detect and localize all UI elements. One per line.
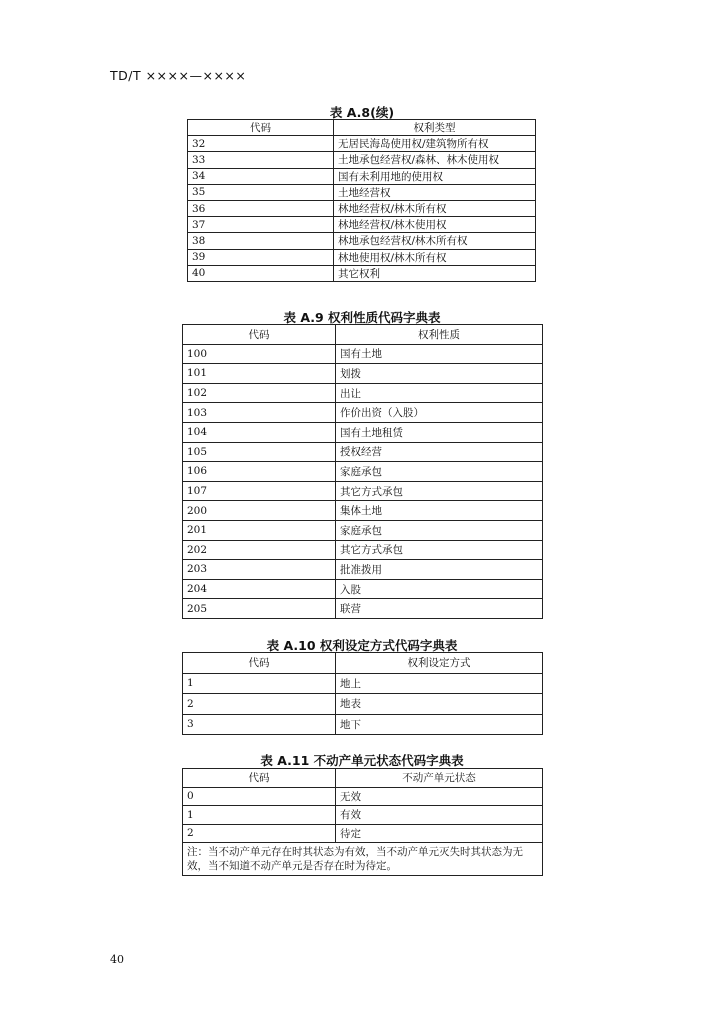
table-row — [188, 136, 536, 152]
table-a11-caption: 表 A.11 不动产单元状态代码字典表 — [260, 753, 464, 768]
table-row — [183, 344, 543, 364]
name-cell: 其它方式承包 — [336, 540, 543, 560]
table-row — [183, 540, 543, 560]
table-row — [183, 579, 543, 599]
code-cell: 3 — [183, 714, 336, 735]
table-row — [183, 806, 543, 825]
code-cell: 33 — [188, 152, 334, 168]
name-cell: 有效 — [336, 806, 543, 825]
name-cell: 集体土地 — [336, 501, 543, 521]
table-row — [183, 599, 543, 619]
table-row — [183, 520, 543, 540]
document-header: TD/T ××××—×××× — [110, 68, 247, 83]
code-cell: 35 — [188, 184, 334, 200]
name-cell: 批准拨用 — [336, 560, 543, 580]
column-header-right-type: 权利类型 — [334, 120, 536, 136]
table-row — [188, 233, 536, 249]
table-a8-caption: 表 A.8(续) — [329, 105, 395, 120]
code-cell: 34 — [188, 168, 334, 184]
code-cell: 36 — [188, 200, 334, 216]
code-cell: 32 — [188, 136, 334, 152]
column-header-right-nature: 权利性质 — [336, 325, 543, 345]
table-row — [188, 152, 536, 168]
name-cell: 入股 — [336, 579, 543, 599]
name-cell: 其它权利 — [334, 265, 536, 281]
code-cell: 103 — [183, 403, 336, 423]
code-cell: 38 — [188, 233, 334, 249]
code-cell: 40 — [188, 265, 334, 281]
name-cell: 联营 — [336, 599, 543, 619]
name-cell: 国有未利用地的使用权 — [334, 168, 536, 184]
table-row — [183, 422, 543, 442]
table-note-row — [183, 843, 543, 876]
name-cell: 地表 — [336, 694, 543, 715]
code-cell: 37 — [188, 217, 334, 233]
table-row — [183, 442, 543, 462]
name-cell: 林地使用权/林木所有权 — [334, 249, 536, 265]
table-row — [183, 714, 543, 735]
table-row — [183, 403, 543, 423]
name-cell: 无效 — [336, 787, 543, 806]
table-row — [188, 184, 536, 200]
table-row — [183, 364, 543, 384]
table-row — [183, 560, 543, 580]
name-cell: 林地经营权/林木使用权 — [334, 217, 536, 233]
code-cell: 0 — [183, 787, 336, 806]
column-header-code: 代码 — [183, 769, 336, 788]
column-header-unit-status: 不动产单元状态 — [336, 769, 543, 788]
table-a9-caption: 表 A.9 权利性质代码字典表 — [283, 310, 441, 325]
name-cell: 授权经营 — [336, 442, 543, 462]
name-cell: 其它方式承包 — [336, 481, 543, 501]
table-row — [188, 168, 536, 184]
name-cell: 无居民海岛使用权/建筑物所有权 — [334, 136, 536, 152]
name-cell: 划拨 — [336, 364, 543, 384]
column-header-setting-method: 权利设定方式 — [336, 653, 543, 674]
code-cell: 205 — [183, 599, 336, 619]
table-a10-caption: 表 A.10 权利设定方式代码字典表 — [266, 638, 458, 653]
table-row — [188, 217, 536, 233]
column-header-code: 代码 — [183, 325, 336, 345]
name-cell: 地上 — [336, 673, 543, 694]
table-header-row — [183, 325, 543, 345]
column-header-code: 代码 — [188, 120, 334, 136]
code-cell: 39 — [188, 249, 334, 265]
column-header-code: 代码 — [183, 653, 336, 674]
code-cell: 102 — [183, 383, 336, 403]
table-header-row — [183, 653, 543, 674]
code-cell: 107 — [183, 481, 336, 501]
table-row — [188, 249, 536, 265]
code-cell: 204 — [183, 579, 336, 599]
code-cell: 101 — [183, 364, 336, 384]
table-a11 — [182, 768, 543, 876]
table-header-row — [183, 769, 543, 788]
code-cell: 2 — [183, 824, 336, 843]
table-row — [188, 200, 536, 216]
table-header-row — [188, 120, 536, 136]
code-cell: 202 — [183, 540, 336, 560]
code-cell: 1 — [183, 806, 336, 825]
page-number: 40 — [110, 953, 124, 966]
name-cell: 土地经营权 — [334, 184, 536, 200]
table-row — [183, 787, 543, 806]
table-a8 — [187, 119, 536, 282]
code-cell: 203 — [183, 560, 336, 580]
table-a9 — [182, 324, 543, 619]
code-cell: 105 — [183, 442, 336, 462]
name-cell: 国有土地 — [336, 344, 543, 364]
table-row — [183, 673, 543, 694]
name-cell: 林地经营权/林木所有权 — [334, 200, 536, 216]
name-cell: 待定 — [336, 824, 543, 843]
table-note: 注：当不动产单元存在时其状态为有效，当不动产单元灭失时其状态为无效，当不知道不动产单元是否存在时为待定。 — [183, 843, 543, 876]
table-row — [183, 383, 543, 403]
table-row — [183, 501, 543, 521]
name-cell: 作价出资（入股） — [336, 403, 543, 423]
name-cell: 国有土地租赁 — [336, 422, 543, 442]
code-cell: 200 — [183, 501, 336, 521]
code-cell: 2 — [183, 694, 336, 715]
table-row — [183, 824, 543, 843]
name-cell: 家庭承包 — [336, 520, 543, 540]
code-cell: 201 — [183, 520, 336, 540]
name-cell: 出让 — [336, 383, 543, 403]
name-cell: 地下 — [336, 714, 543, 735]
code-cell: 1 — [183, 673, 336, 694]
table-row — [188, 265, 536, 281]
code-cell: 104 — [183, 422, 336, 442]
name-cell: 家庭承包 — [336, 462, 543, 482]
name-cell: 土地承包经营权/森林、林木使用权 — [334, 152, 536, 168]
code-cell: 100 — [183, 344, 336, 364]
table-row — [183, 694, 543, 715]
table-a10 — [182, 652, 543, 735]
table-row — [183, 462, 543, 482]
name-cell: 林地承包经营权/林木所有权 — [334, 233, 536, 249]
code-cell: 106 — [183, 462, 336, 482]
table-row — [183, 481, 543, 501]
